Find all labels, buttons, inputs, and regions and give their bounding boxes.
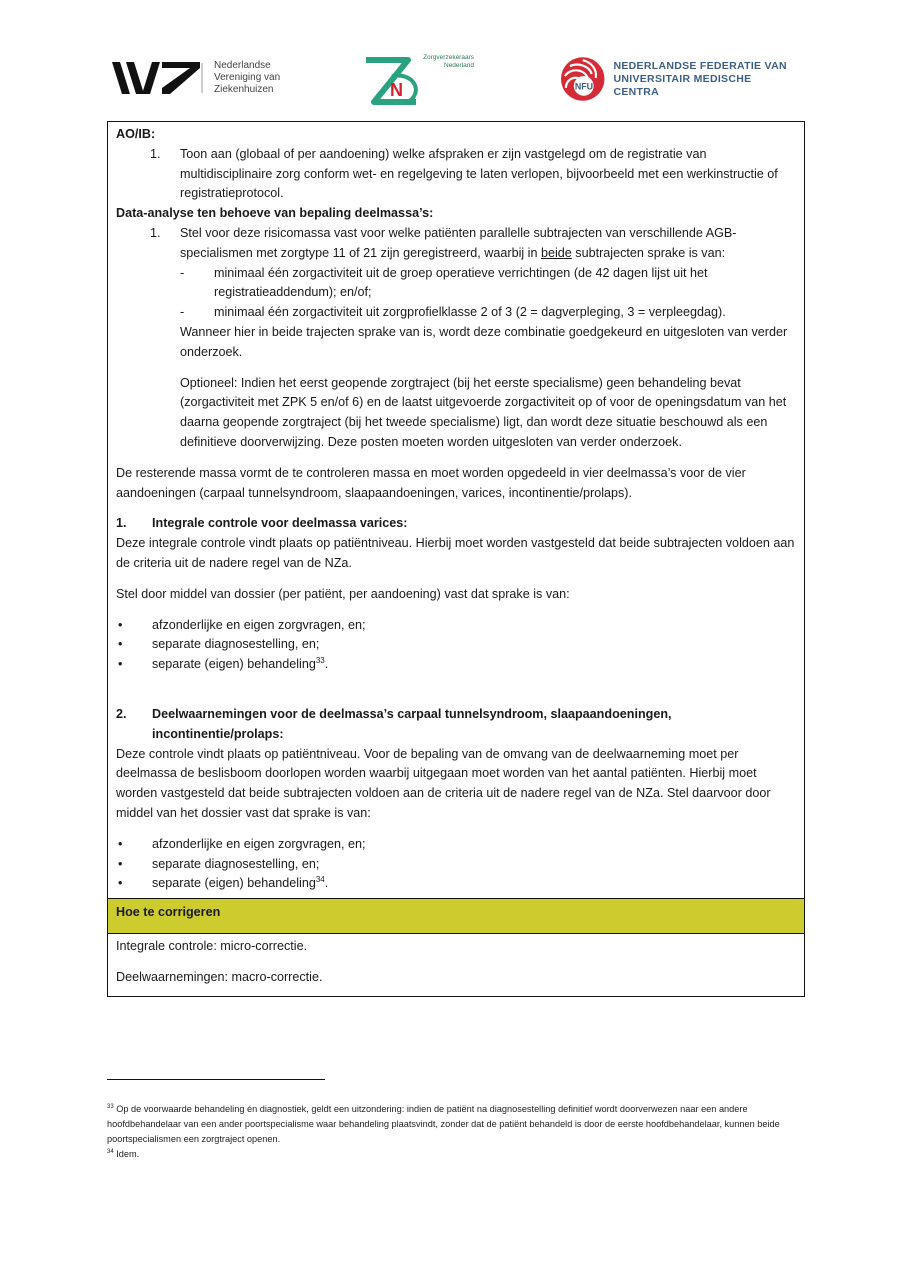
zn-line: Zorgverzekeraars [423, 54, 474, 61]
data-analysis-item [116, 224, 796, 264]
svg-text:NFU: NFU [574, 81, 594, 92]
section-title: Deelwaarnemingen voor de deelmassa’s carpaal tunnelsyndroom, slaapaandoeningen, incontinentie/prolaps: [152, 706, 672, 741]
section-number: 1. [116, 516, 127, 531]
correction-body [108, 934, 804, 996]
bullet-item [116, 855, 796, 875]
nvz-line: Vereniging van [214, 72, 281, 83]
item-number: 1. [150, 225, 161, 240]
procedure-body [108, 122, 804, 898]
dash-item [180, 264, 796, 304]
section-1-heading [116, 514, 796, 534]
aoib-item [116, 145, 796, 204]
footnotes [107, 1102, 797, 1162]
after-dashes-text: Wanneer hier in beide trajecten sprake van is, wordt deze combinatie goedgekeurd en uitgesloten van verder onderzoek. [180, 324, 788, 359]
item-number: 1. [150, 146, 161, 161]
svg-text:N: N [390, 80, 403, 100]
bullet-item [116, 874, 796, 894]
bullet-item [116, 655, 796, 675]
nfu-mark-icon [560, 56, 605, 102]
footnote-separator [107, 1079, 325, 1080]
section-1-intro: Stel door middel van dossier (per patiënt, per aandoening) vast dat sprake is van: [116, 586, 570, 601]
dash-text: minimaal één zorgactiviteit uit zorgprofielklasse 2 of 3 (2 = dagverpleging, 3 = verpleegdag). [214, 305, 726, 320]
nfu-line: NEDERLANDSE FEDERATIE VAN [613, 59, 787, 72]
bullet-text [152, 655, 328, 675]
procedure-box [107, 121, 805, 997]
bullet-text: separate diagnosestelling, en; [152, 856, 320, 871]
bullet-text: afzonderlijke en eigen zorgvragen, en; [152, 836, 366, 851]
footnote-33 [107, 1102, 797, 1147]
zn-logo [364, 54, 484, 110]
nfu-logo [560, 56, 798, 102]
footnote-ref-33[interactable]: 33 [315, 655, 325, 665]
optional-text: Optioneel: Indien het eerst geopende zorgtraject (bij het eerste specialisme) geen behandeling bevat (zorgactiviteit met ZPK 5 en/of 6) en de laatst uitgevoerde zorgactiviteit op of voor de openingsdatum van het daarna geopende zorgtraject (bij het tweede specialisme) ligt, dan wordt deze situatie beschouwd als een definitieve doorverwijzing. Deze posten moeten worden uitgesloten van verder onderzoek. [180, 375, 787, 449]
section-1-text: Deze integrale controle vindt plaats op patiëntniveau. Hierbij moet worden vastgesteld dat beide subtrajecten voldoen aan de criteria uit de nadere regel van de NZa. [116, 536, 795, 570]
bullet-icon: • [118, 637, 123, 652]
item-text [180, 224, 796, 264]
bullet-item [116, 616, 796, 636]
section-2-heading [116, 705, 796, 745]
footnote-ref-34[interactable]: 34 [315, 875, 325, 885]
bullet-text: afzonderlijke en eigen zorgvragen, en; [152, 617, 366, 632]
nvz-logo [112, 60, 280, 96]
bullet-icon: • [118, 876, 123, 891]
bullet-text-part: separate (eigen) behandeling [152, 876, 316, 891]
section-2-text: Deze controle vindt plaats op patiëntniveau. Voor de bepaling van de omvang van de deelwaarneming moet per deelmassa de beslisboom doorlopen worden waarbij uitgegaan moet worden van het aantal patiënten. Hierbij moet worden vastgesteld dat beide subtrajecten voldoen aan de criteria uit de nadere regel van de NZa. Stel daarvoor door middel van het dossier vast dat sprake is van: [116, 746, 771, 820]
bullet-icon: • [118, 836, 123, 851]
item-text: Toon aan (globaal of per aandoening) welke afspraken er zijn vastgelegd om de registratie van multidisciplinaire zorg conform wet- en regelgeving te laten verlopen, bijvoorbeeld met een werkinstructie of registratieprotocol. [180, 146, 778, 201]
footnote-number: 33 [107, 1103, 114, 1110]
bullet-icon: • [118, 617, 123, 632]
nfu-line: UNIVERSITAIR MEDISCHE CENTRA [613, 72, 752, 98]
dash-item [180, 303, 796, 323]
bullet-item [116, 835, 796, 855]
correction-line: Deelwaarnemingen: macro-correctie. [116, 969, 323, 984]
text-part: subtrajecten sprake is van: [571, 245, 726, 260]
aoib-heading: AO/IB: [116, 127, 156, 141]
nvz-mark-icon [112, 62, 204, 94]
dash-marker: - [180, 305, 185, 320]
footnote-34 [107, 1147, 797, 1162]
data-analysis-heading: Data-analyse ten behoeve van bepaling deelmassa’s: [116, 206, 434, 221]
dash-marker: - [180, 265, 185, 280]
bullet-icon: • [118, 856, 123, 871]
remaining-mass-text: De resterende massa vormt de te controleren massa en moet worden opgedeeld in vier deelmassa’s voor de vier aandoeningen (carpaal tunnelsyndroom, slaapaandoeningen, varices, incontinentie/prolaps). [116, 465, 746, 500]
bullet-item [116, 635, 796, 655]
correction-line: Integrale controle: micro-correctie. [116, 939, 308, 954]
bullet-text: separate diagnosestelling, en; [152, 637, 320, 652]
bullet-text [152, 874, 328, 894]
dash-text: minimaal één zorgactiviteit uit de groep operatieve verrichtingen (de 42 dagen lijst uit het registratieaddendum); en/of; [214, 265, 708, 300]
nvz-line: Ziekenhuizen [214, 84, 274, 95]
footnote-text: Op de voorwaarde behandeling én diagnostiek, geldt een uitzondering: indien de patiënt na diagnosestelling definitief wordt doorverwezen naar een andere hoofdbehandelaar van een ander poortspecialisme waar behandeling plaatsvindt, zonder dat de patiënt behandeld is door de eerste hoofdbehandelaar, kunnen beide poortspecialismen een zorgtraject openen. [107, 1104, 780, 1144]
punctuation: . [324, 876, 329, 891]
footnote-number: 34 [107, 1148, 114, 1155]
page-header [108, 52, 798, 112]
nvz-line: Nederlandse [214, 60, 271, 71]
footnote-text: Idem. [113, 1149, 140, 1159]
section-number: 2. [116, 706, 127, 721]
section-title: Integrale controle voor deelmassa varices: [152, 516, 408, 531]
punctuation: . [324, 657, 329, 672]
zn-line: Nederland [444, 62, 474, 69]
underlined-word: beide [540, 245, 572, 260]
correction-heading: Hoe te corrigeren [108, 898, 804, 934]
bullet-icon: • [118, 657, 123, 672]
text-part: Stel voor deze risicomassa vast voor welke patiënten parallelle subtrajecten van verschillende AGB-specialismen met zorgtype 11 of 21 zijn geregistreerd, waarbij in [180, 225, 737, 260]
bullet-text-part: separate (eigen) behandeling [152, 657, 316, 672]
